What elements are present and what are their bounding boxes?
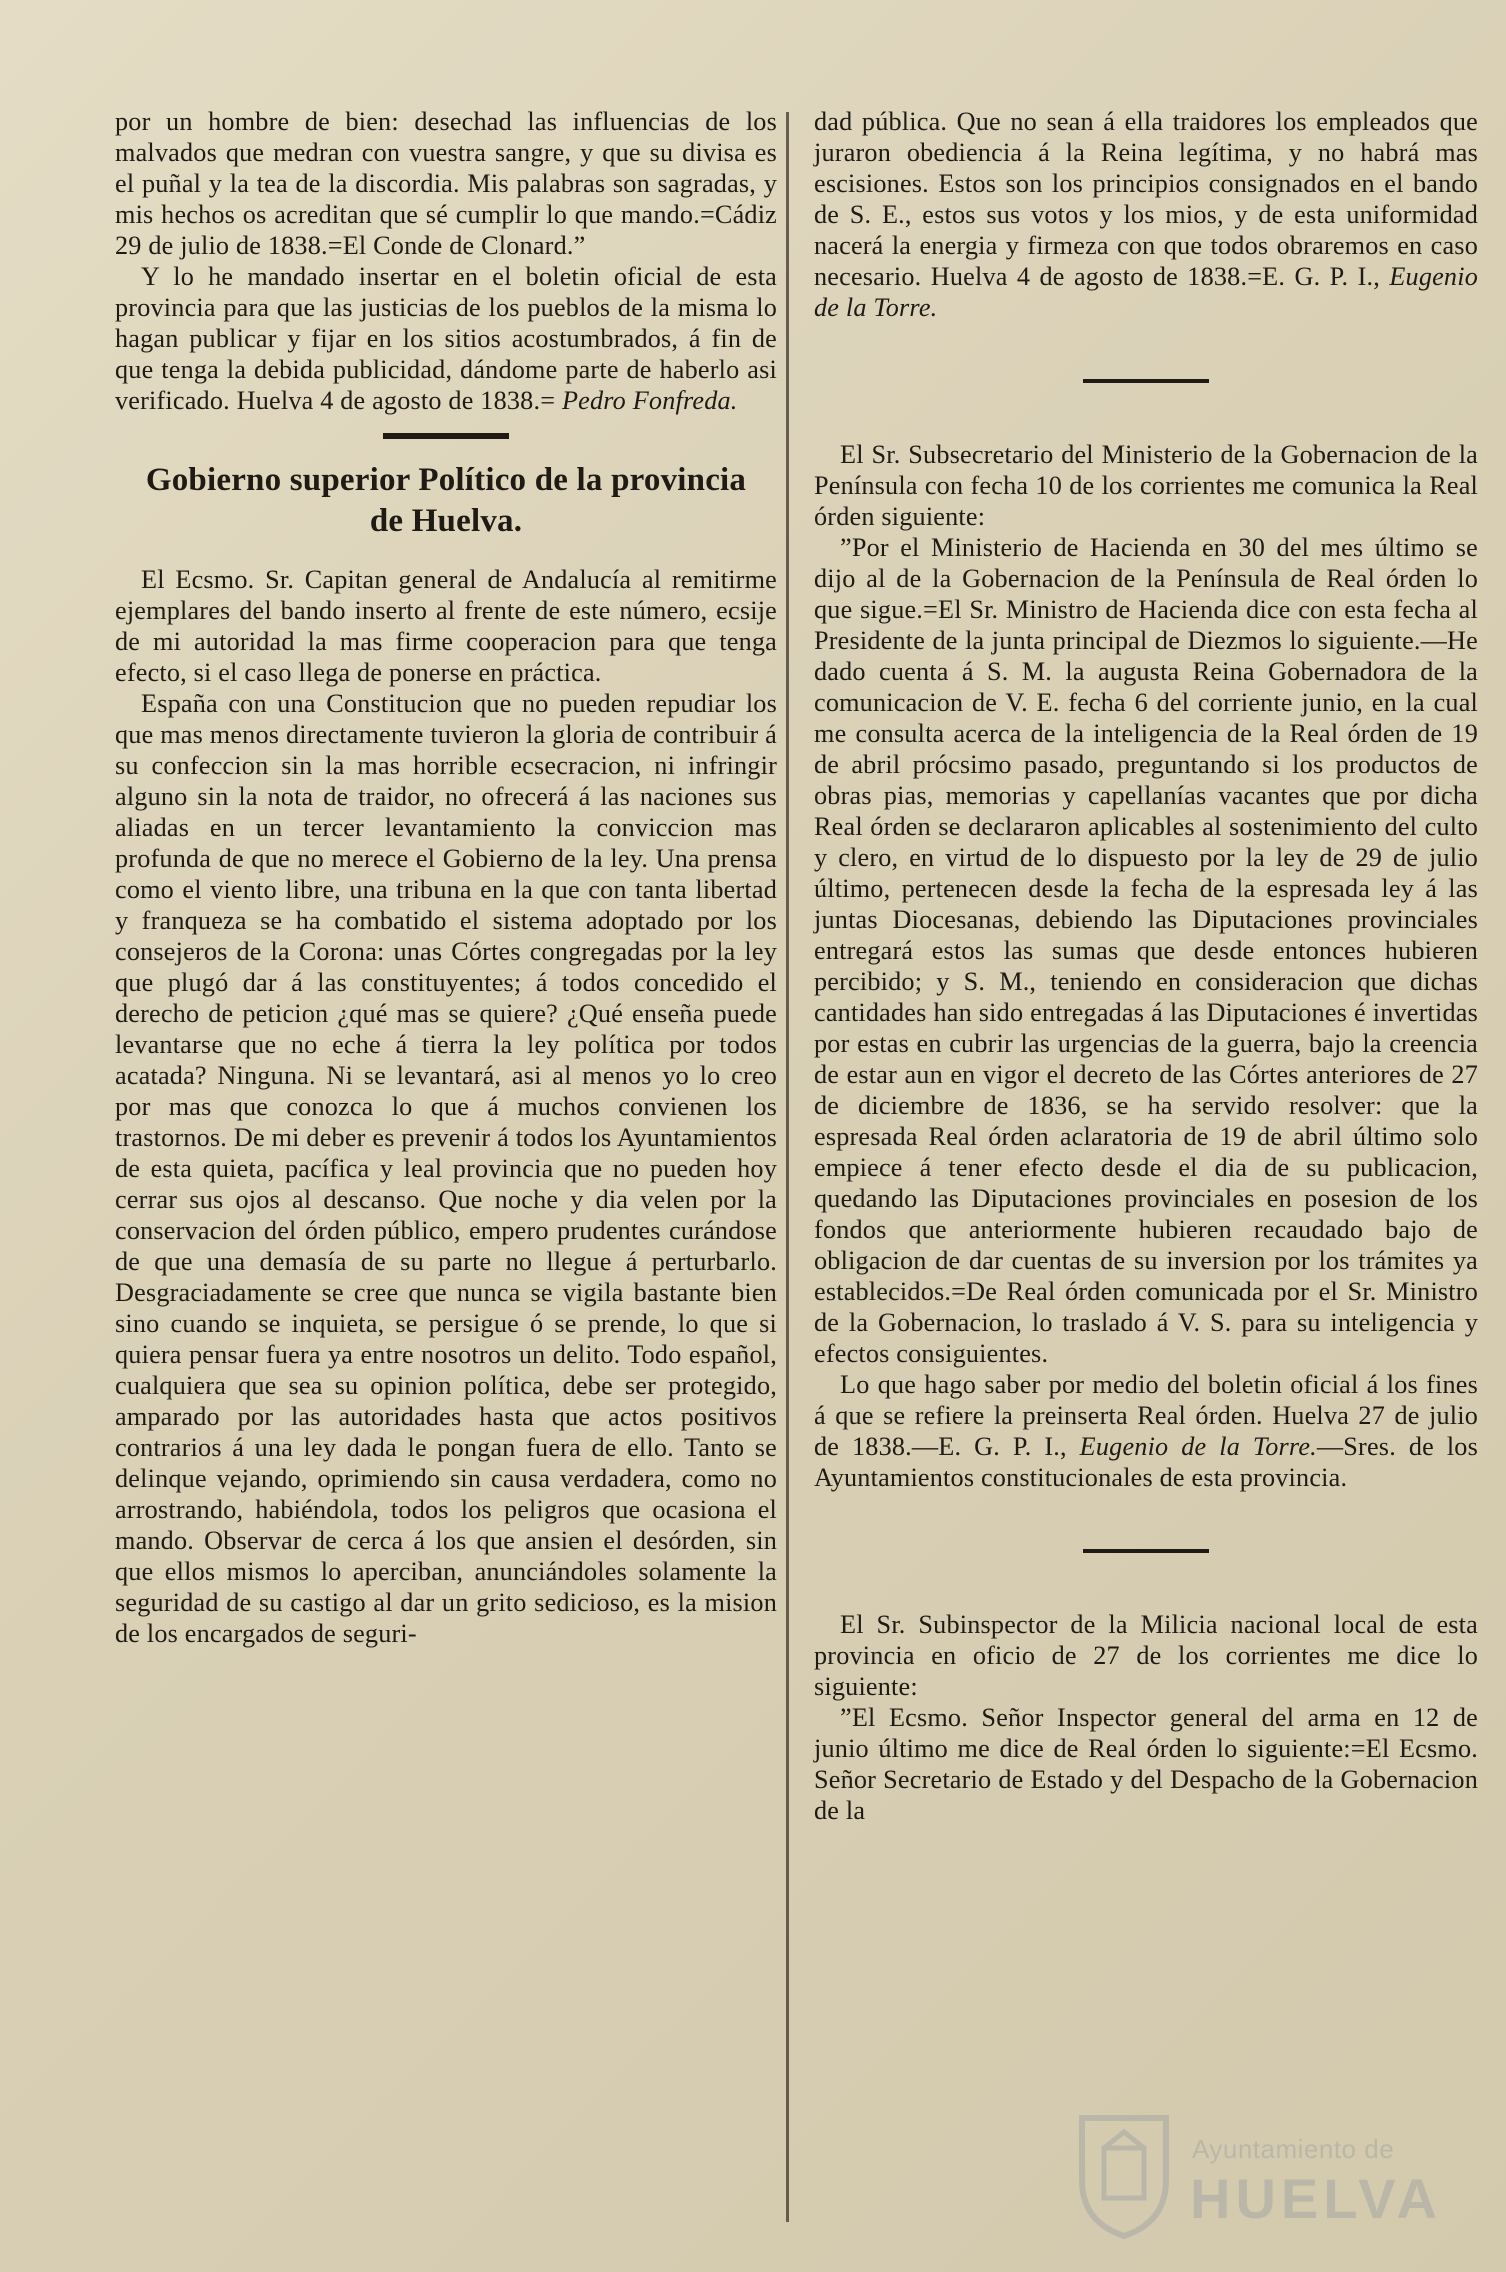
paragraph-text: dad pública. Que no sean á ella traidores los empleados que juraron obediencia á la Reina legítima, y no habrá mas escisiones. Estos son los principios consignados en el bando de S. E., estos sus votos y los mios, y de esta uniformidad nacerá la energia y firmeza con que todos obraremos en caso necesario. Huelva 4 de agosto de 1838.=E. G. P. I., [814,107,1478,291]
body-paragraph [814,532,1478,1369]
paragraph-text: Lo que hago saber por medio del boletin oficial á los fines á que se refiere la preinserta Real órden. Huelva 27 de julio de 1838.—E. G. P. I., [814,1370,1478,1461]
section-divider [383,433,509,439]
left-column-paragraphs-b [115,564,777,1649]
body-paragraph [115,106,777,261]
watermark-line1: Ayuntamiento de [1192,2134,1395,2164]
paragraph-text: ”Por el Ministerio de Hacienda en 30 del mes último se dijo al de la Gobernacion de la Península de Real órden lo que sigue.=El Sr. Ministro de Hacienda dice con esta fecha al Presidente de la junta principal de Diezmos lo siguiente.—He dado cuenta á S. M. la augusta Reina Gobernadora de la comunicacion de V. E. fecha 6 del corriente junio, en la cual me consulta acerca de la inteligencia de la Real órden de 19 de abril prócsimo pasado, preguntando si los productos de obras pias, memorias y capellanías vacantes que por dicha Real órden se declararon aplicables al sostenimiento del culto y clero, en virtud de lo dispuesto por la ley de 29 de julio último, pertenecen desde la fecha de la espresada ley á las juntas Diocesanas, debiendo las Diputaciones provinciales entregará estos las sumas que desde entonces hubieren percibido; y S. M., teniendo en consideracion que dichas cantidades han sido entregadas á las Diputaciones é invertidas por estas en cubrir las urgencias de la guerra, bajo la creencia de estar aun en vigor el decreto de las Córtes anteriores de 27 de diciembre de 1836, se ha servido resolver: que la espresada Real órden aclaratoria de 19 de abril último solo empiece á tener efecto desde el dia de su publicacion, quedando las Diputaciones provinciales en posesion de los fondos que anteriormente hubieren recaudado bajo de obligacion de dar cuentas de su inversion por los trámites ya establecidos.=De Real órden comunicada por el Sr. Ministro de la Gobernacion, lo traslado á V. S. para su inteligencia y efectos consiguientes. [814,533,1478,1368]
signature: Eugenio de la Torre. [1079,1432,1317,1461]
city-shield-icon [1074,2110,1174,2240]
article-divider [1083,379,1209,383]
right-column [814,106,1478,1826]
body-paragraph [814,1609,1478,1702]
left-column [115,106,777,1649]
paragraph-text: ”El Ecsmo. Señor Inspector general del arma en 12 de junio último me dice de Real órden lo siguiente:=El Ecsmo. Señor Secretario de Estado y del Despacho de la Gobernacion de la [814,1703,1478,1825]
archive-watermark [1074,2104,1442,2254]
right-column-paragraphs-b [814,439,1478,1493]
column-rule [786,112,789,2222]
body-paragraph [115,688,777,1649]
after-signature-text: —Sres. de los Ayuntamientos constitucionales de esta provincia. [814,1432,1478,1492]
signature: Eugenio de la Torre. [814,262,1478,322]
body-paragraph [115,261,777,416]
paragraph-text: El Sr. Subinspector de la Milicia nacional local de esta provincia en oficio de 27 de los corrientes me dice lo siguiente: [814,1610,1478,1701]
body-paragraph [814,1369,1478,1493]
paragraph-text: El Ecsmo. Sr. Capitan general de Andalucía al remitirme ejemplares del bando inserto al frente de este número, ecsije de mi autoridad la mas firme cooperacion para que tenga efecto, si el caso llega de ponerse en práctica. [115,565,777,687]
signature: Pedro Fonfreda. [561,386,738,415]
body-paragraph [814,1702,1478,1826]
paragraph-text: El Sr. Subsecretario del Ministerio de la Gobernacion de la Península con fecha 10 de los corrientes me comunica la Real órden siguiente: [814,440,1478,531]
right-column-paragraphs-a [814,106,1478,323]
paragraph-text: por un hombre de bien: desechad las influencias de los malvados que medran con vuestra sangre, y que su divisa es el puñal y la tea de la discordia. Mis palabras son sagradas, y mis hechos os acreditan que sé cumplir lo que mando.=Cádiz 29 de julio de 1838.=El Conde de Clonard.” [115,107,777,260]
body-paragraph [814,439,1478,532]
paragraph-text: Y lo he mandado insertar en el boletin oficial de esta provincia para que las justicias de los pueblos de la misma lo hagan publicar y fijar en los sitios acostumbrados, á fin de que tenga la debida publicidad, dándome parte de haberlo asi verificado. Huelva 4 de agosto de 1838.= [115,262,777,415]
section-title: Gobierno superior Político de la provincia de Huelva. [145,462,747,539]
body-paragraph [115,564,777,688]
right-column-paragraphs-c [814,1609,1478,1826]
watermark-line2: HUELVA [1190,2167,1442,2230]
article-divider [1083,1549,1209,1553]
left-column-paragraphs-a [115,106,777,416]
paragraph-text: España con una Constitucion que no pueden repudiar los que mas menos directamente tuvieron la gloria de contribuir á su confeccion sin la mas horrible ecsecracion, ni infringir alguno sin la nota de traidor, no ofrecerá á las naciones sus aliadas en un tercer levantamiento la conviccion mas profunda de que no merece el Gobierno de la ley. Una prensa como el viento libre, una tribuna en la que con tanta libertad y franqueza se ha combatido el sistema adoptado por los consejeros de la Corona: unas Córtes congregadas por la ley que plugó dar á las constituyentes; á todos concedido el derecho de peticion ¿qué mas se quiere? ¿Qué enseña puede levantarse que no eche á tierra la ley política por todos acatada? Ninguna. Ni se levantará, asi al menos yo lo creo por mas que conozca lo que á muchos convienen los trastornos. De mi deber es prevenir á todos los Ayuntamientos de esta quieta, pacífica y leal provincia que no pueden hoy cerrar sus ojos al descanso. Que noche y dia velen por la conservacion del órden público, empero prudentes curándose de que una demasía de su parte no llegue á perturbarlo. Desgraciadamente se cree que nunca se vigila bastante bien sino cuando se inquieta, se persigue ó se prende, lo que si quiera pensar fuera ya entre nosotros un delito. Todo español, cualquiera que sea su opinion política, debe ser protegido, amparado por las autoridades hasta que actos positivos contrarios á una ley dada le pongan fuera de ello. Tanto se delinque vejando, oprimiendo sin causa verdadera, como no arrostrando, habiéndola, todos los peligros que ocasiona el mando. Observar de cerca á los que ansien el desórden, sin que ellos mismos lo aperciban, anunciándoles solamente la seguridad de su castigo al dar un grito sedicioso, es la mision de los encargados de seguri- [115,689,777,1648]
body-paragraph [814,106,1478,323]
